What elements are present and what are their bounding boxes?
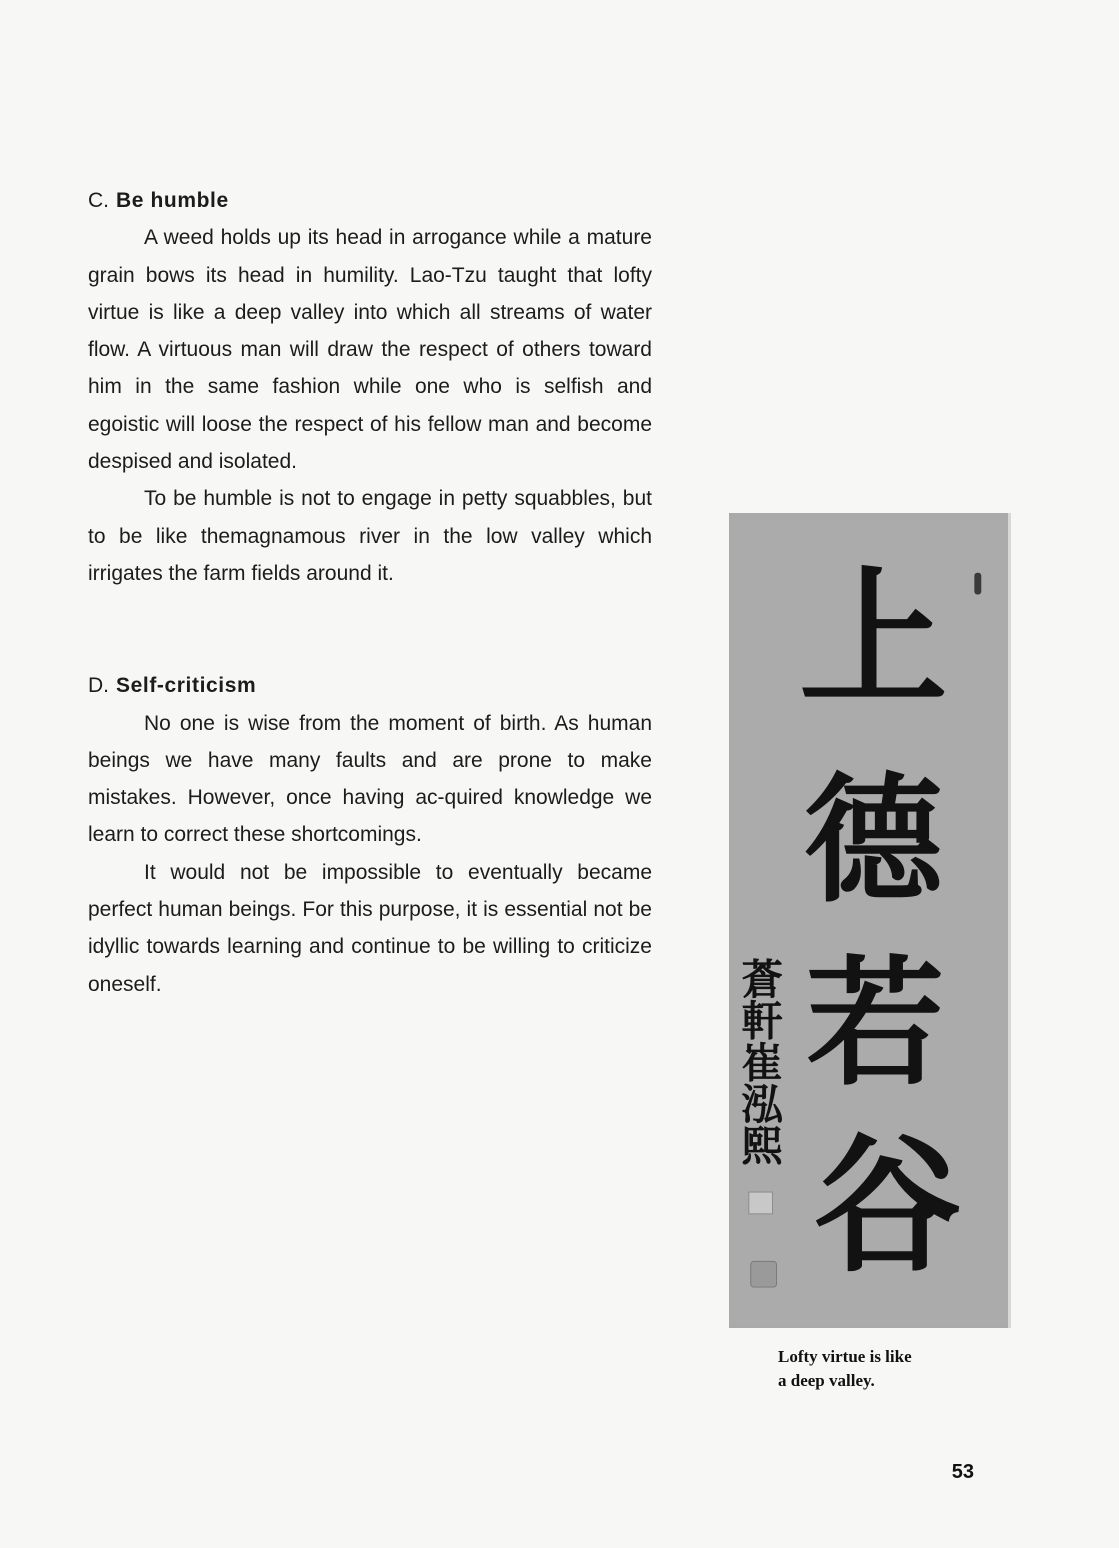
paragraph: To be humble is not to engage in petty squabbles, but to be like themagnamous river in the low valley which irrigates the farm fields around it. [88,487,652,585]
seal-stamp [749,1192,773,1214]
scroll-mark [974,573,981,595]
section-letter: C. [88,189,109,212]
section-heading [88,667,652,704]
calligraphy-character: 上 [799,551,948,726]
calligraphy-character: 若 [806,941,945,1105]
seal-stamp [751,1261,777,1287]
image-caption [778,1345,1038,1393]
section-letter: D. [88,674,109,698]
calligraphy-character: 德 [804,758,943,922]
calligraphy-drawing [729,513,1008,1328]
text-column [88,182,652,1003]
section-be-humble [88,182,652,592]
calligraphy-scroll-image [729,513,1011,1328]
paragraph: It would not be impossible to eventually became perfect human beings. For this purpose, it is essential not be idyllic towards learning and continue to be willing to criticize oneself. [88,860,652,996]
section-title: Be humble [116,189,229,212]
section-title: Self-criticism [116,674,257,698]
section-self-criticism [88,667,652,1003]
caption-line: a deep valley. [778,1371,875,1390]
caption-line: Lofty virtue is like [778,1347,912,1366]
calligraphy-character: 谷 [813,1118,962,1293]
section-heading [88,182,652,219]
calligraphy-signature: 蒼軒崔泓熙 [734,957,784,1166]
paragraph: A weed holds up its head in arrogance while a mature grain bows its head in humility. Lao-Tzu taught that lofty virtue is like a deep valley into which all streams of water flow. A virtuous man will draw the respect of others toward him in the same fashion while one who is selfish and egoistic will loose the respect of his fellow man and become despised and isolated. [88,226,652,474]
page-number: 53 [951,1461,974,1483]
paragraph: No one is wise from the moment of birth. As human beings we have many faults and are prone to make mistakes. However, once having ac-quired knowledge we learn to correct these shortcomings. [88,711,652,847]
